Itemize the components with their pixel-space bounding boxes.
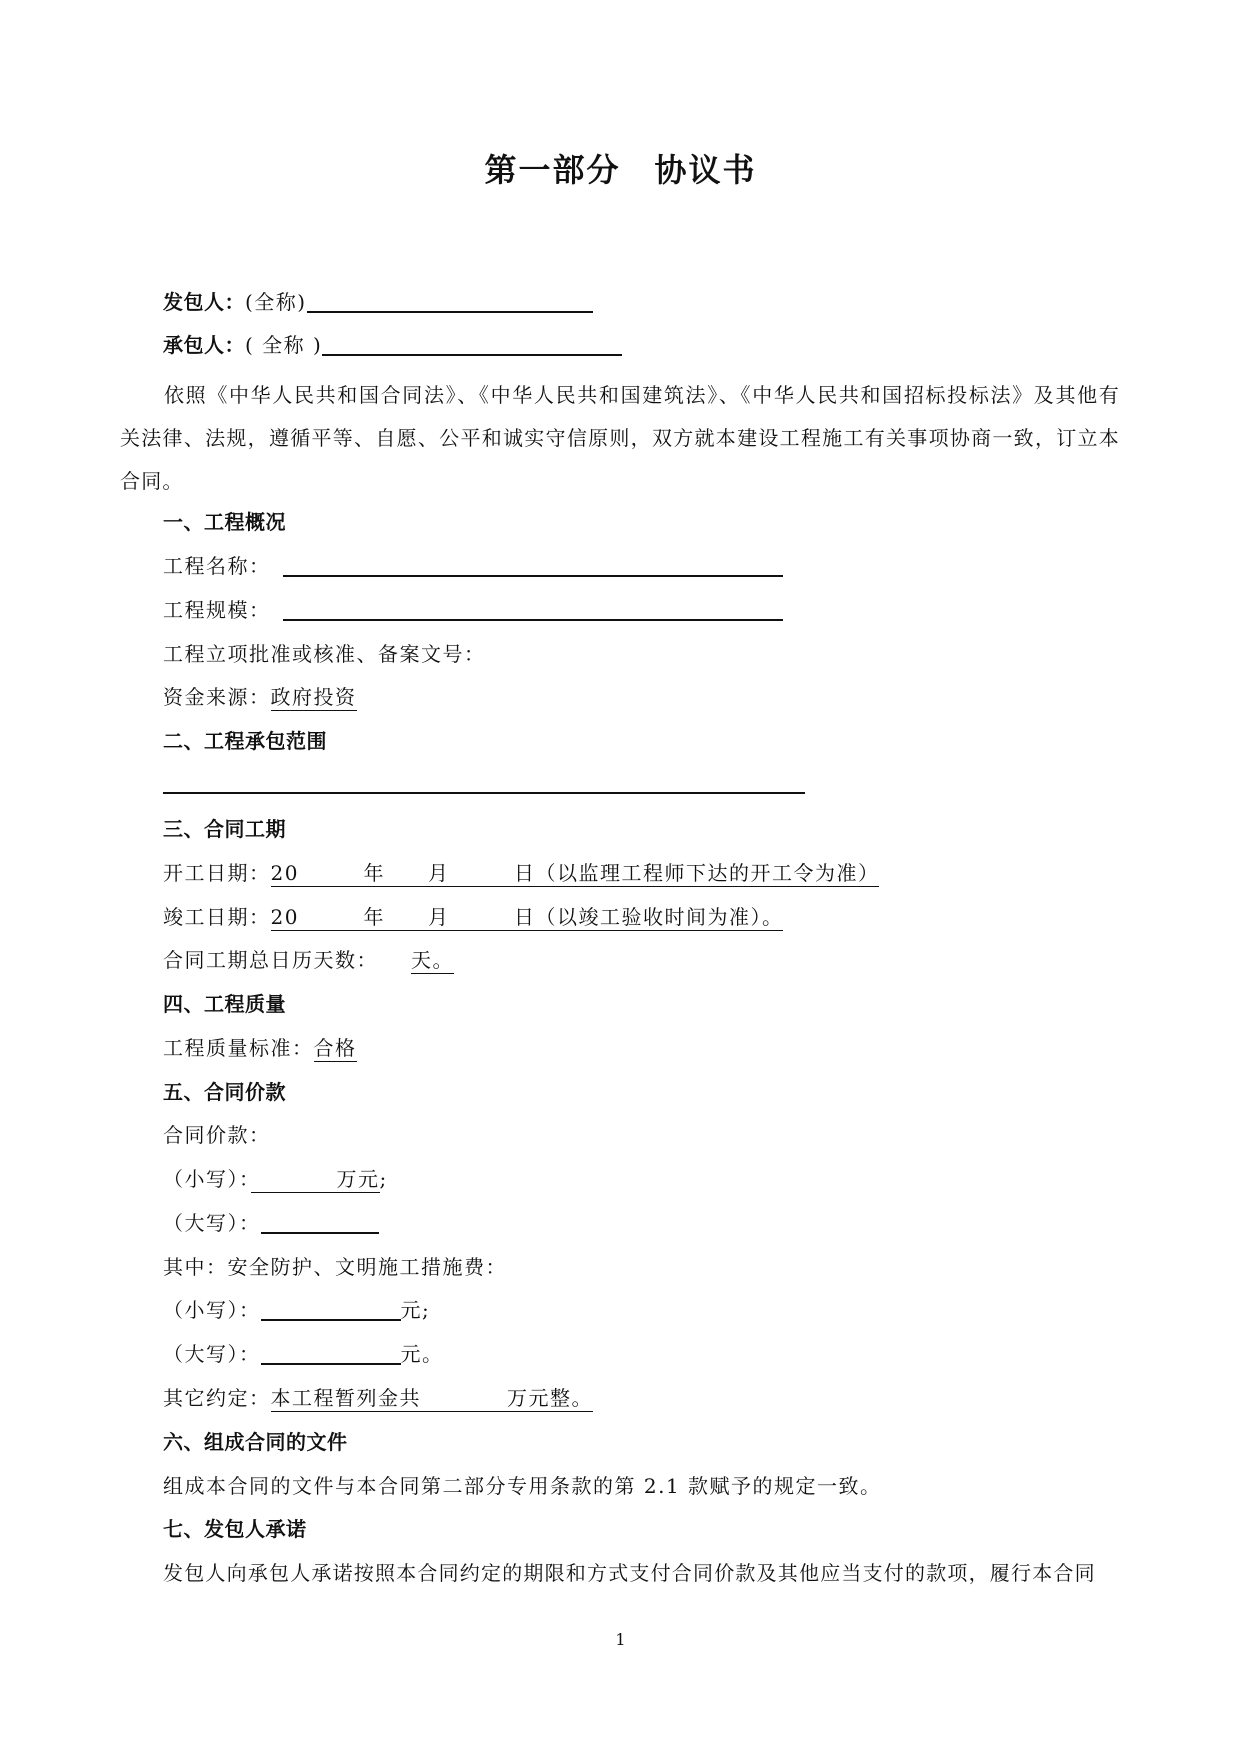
project-name-blank[interactable]	[283, 553, 783, 577]
contract-price-label: 合同价款：	[163, 1123, 271, 1147]
contractor-line	[163, 331, 622, 359]
safety-big-blank[interactable]	[261, 1341, 401, 1365]
project-scale-line	[163, 596, 783, 624]
safety-small-blank[interactable]	[261, 1297, 401, 1321]
start-date-value[interactable]: 20 年 月 日（以监理工程师下达的开工令为准）	[270, 861, 880, 885]
fund-source-line	[163, 683, 357, 711]
safety-fee-line	[163, 1253, 507, 1281]
price-big-label: （大写）：	[163, 1211, 261, 1235]
duration-label: 合同工期总日历天数：	[163, 948, 368, 972]
section-2-heading: 二、工程承包范围	[163, 729, 327, 753]
project-name-line	[163, 552, 783, 580]
fund-source-value: 政府投资	[270, 685, 357, 709]
price-small-value[interactable]: 万元	[251, 1167, 380, 1193]
project-scale-blank[interactable]	[283, 597, 783, 621]
start-date-line	[163, 859, 879, 887]
other-agreement-value[interactable]: 本工程暂列金共 万元整。	[270, 1386, 593, 1410]
price-small-line: （小写）： 万元;	[163, 1167, 388, 1191]
section-4-heading: 四、工程质量	[163, 992, 286, 1016]
quality-standard-label: 工程质量标准：	[163, 1036, 314, 1060]
section-5-heading: 五、合同价款	[163, 1080, 286, 1104]
scope-blank[interactable]	[163, 792, 805, 794]
section-6-heading: 六、组成合同的文件	[163, 1430, 348, 1454]
section-1-heading: 一、工程概况	[163, 510, 286, 534]
employer-promise-text: 发包人向承包人承诺按照本合同约定的期限和方式支付合同价款及其他应当支付的款项，履行本合同	[163, 1561, 1096, 1585]
page-number: 1	[615, 1630, 626, 1649]
other-agreement-line	[163, 1384, 593, 1412]
end-date-value[interactable]: 20 年 月 日（以竣工验收时间为准）。	[270, 905, 784, 929]
employer-blank[interactable]	[307, 289, 593, 313]
section-3-heading: 三、合同工期	[163, 817, 286, 841]
duration-value[interactable]: 天。	[411, 948, 454, 972]
safety-small-label: （小写）：	[163, 1298, 261, 1322]
contractor-label: 承包人：	[163, 333, 245, 357]
employer-hint: (全称)	[245, 290, 307, 314]
end-date-line	[163, 903, 783, 931]
project-name-label: 工程名称：	[163, 554, 271, 578]
contract-documents-text: 组成本合同的文件与本合同第二部分专用条款的第 2.1 款赋予的规定一致。	[163, 1474, 882, 1498]
contractor-hint: ( 全称 )	[245, 333, 323, 357]
contract-price-line	[163, 1121, 271, 1149]
price-big-blank[interactable]	[261, 1210, 379, 1234]
fund-source-label: 资金来源：	[163, 685, 271, 709]
intro-paragraph: 依照《中华人民共和国合同法》、《中华人民共和国建筑法》、《中华人民共和国招标投标法》及其他有关法律、法规，遵循平等、自愿、公平和诚实守信原则，双方就本建设工程施工有关事项协商一致，订立本合同。	[120, 383, 1120, 493]
safety-fee-label: 其中：安全防护、文明施工措施费：	[163, 1255, 507, 1279]
safety-big-label: （大写）：	[163, 1342, 261, 1366]
approval-line	[163, 640, 486, 668]
section-7-heading: 七、发包人承诺	[163, 1517, 307, 1541]
employer-label: 发包人：	[163, 290, 245, 314]
duration-line	[163, 946, 454, 974]
safety-big-line: （大写）： 元。	[163, 1342, 444, 1366]
contractor-blank[interactable]	[322, 332, 622, 356]
quality-standard-value: 合格	[313, 1036, 357, 1060]
start-date-label: 开工日期：	[163, 861, 271, 885]
approval-label: 工程立项批准或核准、备案文号：	[163, 642, 486, 666]
employer-line	[163, 288, 593, 316]
end-date-label: 竣工日期：	[163, 905, 271, 929]
quality-standard-line	[163, 1034, 357, 1062]
price-small-label: （小写）：	[163, 1167, 251, 1191]
other-agreement-label: 其它约定：	[163, 1386, 271, 1410]
safety-small-line: （小写）： 元;	[163, 1298, 431, 1322]
page-title: 第一部分 协议书	[484, 151, 757, 189]
price-big-line	[163, 1209, 379, 1237]
project-scale-label: 工程规模：	[163, 598, 271, 622]
